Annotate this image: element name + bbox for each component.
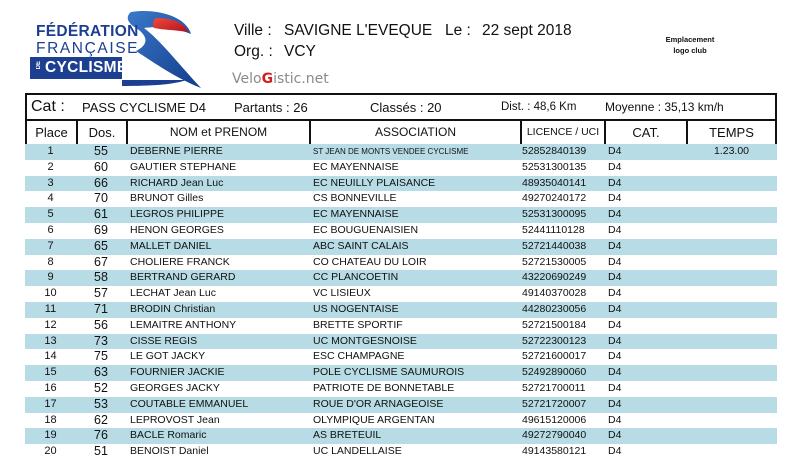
cell-licence: 48935040141: [522, 176, 587, 189]
cell-association: EC MAYENNAISE: [313, 160, 399, 173]
cell-association: PATRIOTE DE BONNETABLE: [313, 381, 455, 394]
cell-place: 11: [44, 302, 57, 315]
cell-place: 7: [47, 239, 54, 252]
cell-temps: [686, 397, 777, 413]
table-row[interactable]: [25, 381, 777, 397]
cell-temps: [686, 239, 777, 255]
distance: Dist. : 48,6 Km: [501, 101, 577, 113]
cell-dos: 61: [94, 207, 108, 222]
cell-dos: 69: [94, 222, 108, 237]
cell-name: CISSE REGIS: [130, 334, 198, 347]
cell-cat: D4: [608, 350, 622, 363]
cell-cat: D4: [608, 381, 622, 394]
cell-cat: D4: [608, 334, 622, 347]
cell-association: VC LISIEUX: [313, 287, 371, 300]
cell-licence: 52531300135: [522, 160, 587, 173]
cat-label: Cat :: [31, 98, 65, 115]
cell-temps: [686, 381, 777, 397]
date-value: 22 sept 2018: [482, 22, 572, 39]
ville-label: Ville :: [234, 22, 272, 39]
cell-licence: 49270240172: [522, 192, 587, 205]
table-row[interactable]: [25, 191, 777, 207]
table-row[interactable]: [25, 413, 777, 429]
cell-dos: 58: [94, 270, 108, 285]
cell-dos: 73: [94, 333, 108, 348]
cell-temps: [686, 270, 777, 286]
cell-name: GEORGES JACKY: [130, 381, 220, 394]
cell-temps: [686, 302, 777, 318]
cell-dos: 53: [94, 396, 108, 411]
table-row[interactable]: [25, 349, 777, 365]
cell-temps: [686, 334, 777, 350]
cell-place: 20: [44, 445, 57, 458]
table-row[interactable]: [25, 318, 777, 334]
race-info-row: [27, 95, 775, 121]
cell-place: 19: [44, 429, 57, 442]
cell-cat: D4: [608, 255, 622, 268]
cell-dos: 66: [94, 175, 108, 190]
cell-dos: 63: [94, 365, 108, 380]
partants: Partants : 26: [234, 100, 308, 115]
table-row[interactable]: [25, 286, 777, 302]
cell-name: FOURNIER JACKIE: [130, 366, 225, 379]
cell-name: BRUNOT Gilles: [130, 192, 204, 205]
ville-value: SAVIGNE L'EVEQUE: [284, 22, 433, 39]
club-logo-line1: Emplacement: [665, 35, 715, 44]
cell-place: 2: [47, 160, 54, 173]
cell-cat: D4: [608, 208, 622, 221]
cell-place: 5: [47, 208, 54, 221]
cell-temps: [686, 160, 777, 176]
cell-dos: 57: [94, 286, 108, 301]
cell-name: MALLET DANIEL: [130, 239, 212, 252]
cell-licence: 52531300095: [522, 208, 587, 221]
col-cat[interactable]: CAT.: [606, 121, 688, 144]
cell-licence: 44280230056: [522, 302, 587, 315]
cell-association: ABC SAINT CALAIS: [313, 239, 409, 252]
table-row[interactable]: [25, 397, 777, 413]
cell-name: CHOLIERE FRANCK: [130, 255, 230, 268]
site-suffix: istic.net: [273, 71, 329, 87]
col-temps[interactable]: TEMPS: [709, 125, 754, 140]
cell-dos: 76: [94, 428, 108, 443]
cell-place: 13: [44, 334, 57, 347]
cell-cat: D4: [608, 160, 622, 173]
moyenne: Moyenne : 35,13 km/h: [605, 100, 724, 114]
cell-association: ROUE D'OR ARNAGEOISE: [313, 397, 444, 410]
logo-line-cyclisme: CYCLISME: [45, 59, 128, 76]
col-licence[interactable]: LICENCE / UCI: [522, 121, 606, 144]
site-g: G: [261, 71, 274, 87]
cell-cat: D4: [608, 397, 622, 410]
cell-place: 4: [47, 192, 54, 205]
cell-association: CC PLANCOETIN: [313, 271, 399, 284]
cell-cat: D4: [608, 413, 622, 426]
cell-association: US NOGENTAISE: [313, 302, 399, 315]
cell-place: 8: [47, 255, 54, 268]
logo-line-federation: FÉDÉRATION: [36, 23, 139, 40]
cell-association: EC BOUGUENAISIEN: [313, 223, 419, 236]
cell-licence: 52492890060: [522, 366, 587, 379]
cell-association: POLE CYCLISME SAUMUROIS: [313, 366, 465, 379]
cell-cat: D4: [608, 176, 622, 189]
table-row[interactable]: [25, 302, 777, 318]
cell-temps: [686, 444, 777, 460]
table-row[interactable]: [25, 223, 777, 239]
cell-name: LE GOT JACKY: [130, 350, 206, 363]
col-place[interactable]: Place: [27, 121, 78, 144]
cell-association: ESC CHAMPAGNE: [313, 350, 405, 363]
col-dos[interactable]: Dos.: [78, 121, 128, 144]
results-table: [25, 93, 777, 148]
cell-association: CO CHATEAU DU LOIR: [313, 255, 427, 268]
table-row[interactable]: [25, 176, 777, 192]
table-row[interactable]: [25, 428, 777, 444]
cell-dos: 52: [94, 380, 108, 395]
cell-cat: D4: [608, 223, 622, 236]
cell-place: 17: [44, 397, 57, 410]
cell-place: 9: [47, 271, 54, 284]
logo-line-francaise: FRANÇAISE: [36, 40, 140, 57]
cell-name: BACLE Romaric: [130, 429, 207, 442]
col-nom[interactable]: NOM et PRENOM: [128, 121, 311, 144]
table-row[interactable]: [25, 365, 777, 381]
cell-temps: [686, 318, 777, 334]
table-row[interactable]: [25, 255, 777, 271]
cell-temps: [686, 365, 777, 381]
cell-place: 6: [47, 223, 54, 236]
cell-association: ST JEAN DE MONTS VENDEE CYCLISME: [313, 147, 469, 156]
cell-place: 16: [44, 381, 57, 394]
cell-name: LEPROVOST Jean: [130, 413, 220, 426]
cell-licence: 52721500184: [522, 318, 587, 331]
table-row[interactable]: [25, 207, 777, 223]
cell-name: GAUTIER STEPHANE: [130, 160, 237, 173]
cell-place: 15: [44, 366, 57, 379]
cell-place: 10: [44, 287, 57, 300]
cat-value: PASS CYCLISME D4: [82, 100, 207, 115]
cell-licence: 52721720007: [522, 397, 587, 410]
cell-association: CS BONNEVILLE: [313, 192, 397, 205]
cell-place: 12: [44, 318, 57, 331]
cell-licence: 52441110128: [522, 223, 585, 236]
cell-licence: 49615120006: [522, 413, 587, 426]
cell-cat: D4: [608, 145, 622, 157]
cell-dos: 65: [94, 238, 108, 253]
cell-name: BRODIN Christian: [130, 302, 216, 315]
cell-temps: 1.23.00: [713, 145, 750, 157]
cell-association: BRETTE SPORTIF: [313, 318, 403, 331]
cell-dos: 67: [94, 254, 108, 269]
table-row[interactable]: [25, 239, 777, 255]
cell-cat: D4: [608, 287, 622, 300]
club-logo-line2: logo club: [673, 46, 707, 55]
cell-name: LEMAITRE ANTHONY: [130, 318, 237, 331]
velogistic-link[interactable]: [232, 71, 329, 87]
org-value: VCY: [284, 43, 316, 60]
cell-place: 1: [47, 145, 54, 157]
cell-name: BENOIST Daniel: [130, 445, 209, 458]
cell-place: 18: [44, 413, 57, 426]
cell-temps: [686, 286, 777, 302]
cell-association: UC MONTGESNOISE: [313, 334, 417, 347]
cell-temps: [686, 207, 777, 223]
cell-temps: [686, 413, 777, 429]
cell-licence: 52721600017: [522, 350, 587, 363]
table-row[interactable]: [25, 444, 777, 460]
results-rows: [25, 144, 777, 460]
cell-temps: [686, 223, 777, 239]
cell-name: DEBERNE PIERRE: [130, 145, 223, 157]
cell-name: RICHARD Jean Luc: [130, 176, 224, 189]
cell-dos: 51: [94, 444, 108, 459]
cell-name: BERTRAND GERARD: [130, 271, 236, 284]
cell-association: AS BRETEUIL: [313, 429, 382, 442]
cell-name: LEGROS PHILIPPE: [130, 208, 224, 221]
cell-licence: 52852840139: [522, 145, 587, 157]
cell-licence: 52721530005: [522, 255, 587, 268]
cell-dos: 56: [94, 317, 108, 332]
cell-association: EC MAYENNAISE: [313, 208, 399, 221]
cell-temps: [686, 176, 777, 192]
cell-temps: [686, 255, 777, 271]
cell-temps: [686, 191, 777, 207]
table-row[interactable]: [25, 144, 777, 160]
logo-de: DE: [36, 61, 42, 70]
date-label: Le :: [445, 22, 471, 39]
club-logo-placeholder: [652, 34, 728, 56]
cell-name: COUTABLE EMMANUEL: [130, 397, 249, 410]
cell-licence: 52722300123: [522, 334, 587, 347]
cell-licence: 43220690249: [522, 271, 587, 284]
classes: Classés : 20: [370, 100, 442, 115]
column-headers: [27, 121, 775, 146]
cell-dos: 70: [94, 191, 108, 206]
cell-cat: D4: [608, 429, 622, 442]
cell-dos: 60: [94, 159, 108, 174]
table-row[interactable]: [25, 160, 777, 176]
col-association[interactable]: ASSOCIATION: [311, 121, 522, 144]
cell-association: EC NEUILLY PLAISANCE: [313, 176, 436, 189]
cell-temps: [686, 349, 777, 365]
table-row[interactable]: [25, 270, 777, 286]
cell-temps: [686, 428, 777, 444]
cell-dos: 75: [94, 349, 108, 364]
cell-dos: 62: [94, 412, 108, 427]
table-row[interactable]: [25, 334, 777, 350]
cell-dos: 71: [94, 301, 108, 316]
cell-licence: 49272790040: [522, 429, 587, 442]
cell-dos: 55: [94, 144, 108, 158]
cell-place: 14: [44, 350, 57, 363]
cell-cat: D4: [608, 302, 622, 315]
ffc-logo: [26, 6, 216, 90]
cell-cat: D4: [608, 366, 622, 379]
cell-licence: 49143580121: [522, 445, 587, 458]
cell-licence: 52721700011: [522, 381, 586, 394]
org-label: Org. :: [234, 43, 273, 60]
cell-place: 3: [47, 176, 54, 189]
cell-cat: D4: [608, 445, 622, 458]
cell-cat: D4: [608, 192, 622, 205]
cell-cat: D4: [608, 239, 622, 252]
cell-association: OLYMPIQUE ARGENTAN: [313, 413, 435, 426]
cell-name: LECHAT Jean Luc: [130, 287, 216, 300]
cell-licence: 49140370028: [522, 287, 587, 300]
cell-licence: 52721440038: [522, 239, 587, 252]
cell-association: UC LANDELLAISE: [313, 445, 402, 458]
cell-cat: D4: [608, 318, 622, 331]
cell-name: HENON GEORGES: [130, 223, 224, 236]
cell-cat: D4: [608, 271, 622, 284]
site-prefix: Velo: [232, 71, 262, 87]
